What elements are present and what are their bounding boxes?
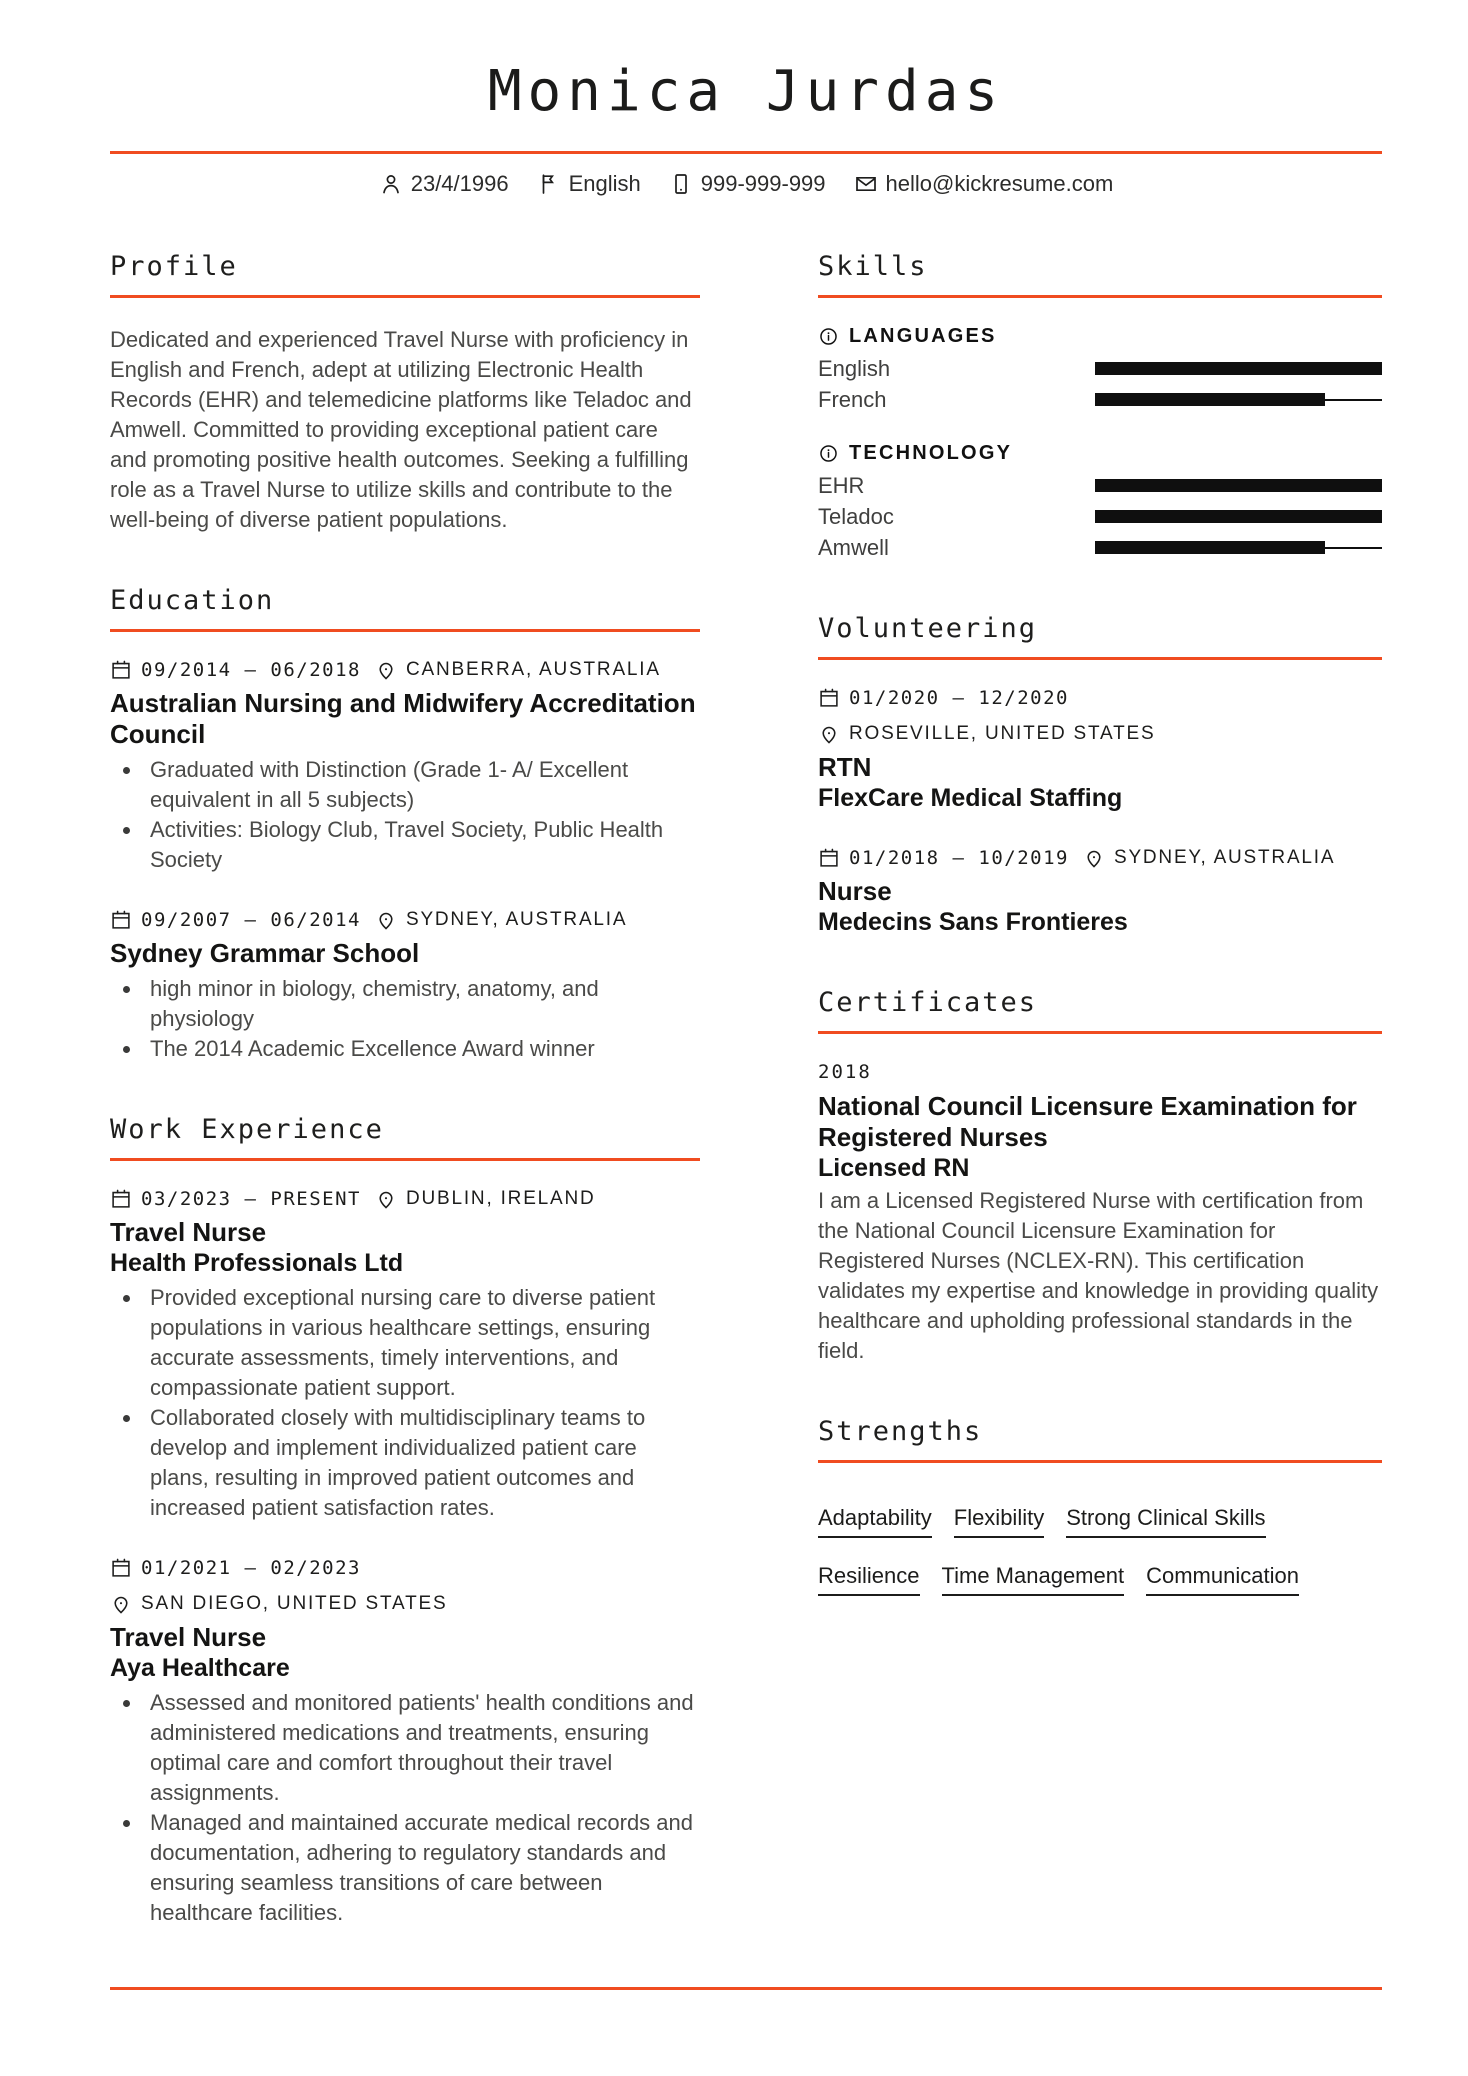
entry-dates: 09/2007 – 06/2014: [141, 909, 361, 932]
skill-group-header: [818, 442, 1382, 465]
calendar-icon: [818, 687, 840, 709]
skill-row: [818, 532, 1382, 563]
calendar-icon: [110, 909, 132, 931]
contact-item-text: English: [568, 171, 641, 197]
location-pin-icon: [375, 659, 397, 681]
skill-name: English: [818, 355, 891, 381]
skill-level-bar: [1095, 510, 1382, 523]
skill-row: [818, 470, 1382, 501]
skill-bar-fill: [1095, 510, 1382, 523]
entry-subtitle: FlexCare Medical Staffing: [818, 784, 1123, 813]
entry-dates-group: [110, 909, 361, 931]
entry-bullet: • Provided exceptional nursing care to diverse patient populations in various healthcare settings, ensuring accurate assessments, timely interventions, and compassionate patient support.: [143, 1283, 700, 1403]
skill-name: Teladoc: [818, 503, 894, 529]
skill-bar-fill: [1095, 541, 1325, 554]
entry-bullet: • Assessed and monitored patients' health conditions and administered medications and treatments, ensuring optimal care and comfort throughout their travel assignments.: [143, 1688, 700, 1808]
entry-dates-group: [818, 687, 1069, 709]
strength-tags: [818, 1505, 1382, 1596]
strength-tag: Time Management: [942, 1563, 1125, 1596]
work-entries: [110, 1188, 700, 1928]
entry-bullet: • Graduated with Distinction (Grade 1- A/ Excellent equivalent in all 5 subjects): [143, 755, 700, 815]
phone-icon: [669, 172, 693, 196]
skill-name: EHR: [818, 472, 865, 498]
entry-bullet-list: [110, 755, 700, 875]
skills-section: [818, 251, 1382, 563]
entry-dates-group: [110, 1557, 361, 1579]
strength-tag-row: [818, 1563, 1382, 1596]
skill-row: [818, 384, 1382, 415]
section-heading-work-experience: Work Experience: [110, 1114, 700, 1161]
entry-title: National Council Licensure Examination for Registered Nurses: [818, 1091, 1357, 1153]
volunteering-entries: [818, 687, 1382, 937]
entry-subtitle: Health Professionals Ltd: [110, 1249, 404, 1278]
skill-group-label: LANGUAGES: [849, 325, 997, 348]
section-heading-education: Education: [110, 585, 700, 632]
entry-dates: 01/2018 – 10/2019: [849, 847, 1069, 870]
volunteering-section: [818, 613, 1382, 937]
skill-group-label: TECHNOLOGY: [849, 442, 1013, 465]
strengths-section: [818, 1416, 1382, 1596]
volunteering-entry: [818, 847, 1382, 937]
work-experience-section: [110, 1114, 700, 1928]
entry-title: Travel Nurse: [110, 1217, 267, 1248]
content-columns: [110, 251, 1382, 1978]
volunteering-entry: [818, 687, 1382, 813]
strength-tag: Adaptability: [818, 1505, 932, 1538]
location-pin-icon: [375, 1188, 397, 1210]
contact-item: [669, 171, 826, 197]
certificate-year: 2018: [818, 1061, 872, 1084]
entry-title: Australian Nursing and Midwifery Accreditation Council: [110, 688, 696, 750]
education-section: [110, 585, 700, 1064]
entry-bullet: • The 2014 Academic Excellence Award winner: [143, 1034, 700, 1064]
entry-dates-group: [110, 1188, 361, 1210]
skill-group: [818, 325, 1382, 415]
certificate-entry: [818, 1061, 1382, 1366]
entry-title: Sydney Grammar School: [110, 938, 420, 969]
entry-title: Travel Nurse: [110, 1622, 267, 1653]
entry-meta: [110, 659, 700, 681]
section-heading-skills: Skills: [818, 251, 1382, 298]
entry-dates: 01/2021 – 02/2023: [141, 1557, 361, 1580]
strength-tag-row: [818, 1505, 1382, 1538]
entry-bullet: • high minor in biology, chemistry, anatomy, and physiology: [143, 974, 700, 1034]
calendar-icon: [818, 847, 840, 869]
entry-meta: [818, 687, 1382, 745]
strength-tag: Communication: [1146, 1563, 1299, 1596]
entry-bullet: • Managed and maintained accurate medical records and documentation, adhering to regulatory standards and ensuring seamless transitions of care between healthcare facilities.: [143, 1808, 700, 1928]
contact-item-text: 23/4/1996: [410, 171, 509, 197]
entry-location-group: [110, 1593, 447, 1615]
profile-text: Dedicated and experienced Travel Nurse with proficiency in English and French, adept at utilizing Electronic Health Records (EHR) and telemedicine platforms like Teladoc and Amwell. Committed to providing exceptional patient care and promoting positive health outcomes. Seeking a fulfilling role as a Travel Nurse to utilize skills and contribute to the well-being of diverse patient populations.: [110, 327, 692, 533]
skill-groups: [818, 325, 1382, 563]
contact-item-text: 999-999-999: [700, 171, 826, 197]
entry-location: SAN DIEGO, UNITED STATES: [141, 1593, 448, 1615]
entry-subtitle: Aya Healthcare: [110, 1654, 290, 1683]
section-heading-strengths: Strengths: [818, 1416, 1382, 1463]
skill-level-bar: [1095, 479, 1382, 492]
location-pin-icon: [375, 909, 397, 931]
strength-tag: Flexibility: [954, 1505, 1044, 1538]
education-entries: [110, 659, 700, 1064]
entry-meta: [110, 909, 700, 931]
entry-dates-group: [110, 659, 361, 681]
info-icon: [818, 326, 839, 347]
work-entry: [110, 1188, 700, 1523]
entry-dates: 09/2014 – 06/2018: [141, 659, 361, 682]
skill-row: [818, 501, 1382, 532]
skill-row: [818, 353, 1382, 384]
entry-location-group: [375, 1188, 596, 1210]
entry-meta: [110, 1188, 700, 1210]
section-heading-certificates: Certificates: [818, 987, 1382, 1034]
entry-title: RTN: [818, 752, 872, 783]
flag-icon: [537, 172, 561, 196]
entry-dates: 03/2023 – PRESENT: [141, 1188, 361, 1211]
contact-item: [537, 171, 641, 197]
skill-level-bar: [1095, 362, 1382, 375]
strength-tag: Strong Clinical Skills: [1066, 1505, 1265, 1538]
skill-level-bar: [1095, 541, 1382, 554]
work-entry: [110, 1557, 700, 1928]
skill-bar-fill: [1095, 362, 1382, 375]
entry-location: DUBLIN, IRELAND: [405, 1188, 596, 1210]
entry-location-group: [818, 723, 1155, 745]
entry-dates-group: [818, 847, 1069, 869]
entry-bullet: • Activities: Biology Club, Travel Society, Public Health Society: [143, 815, 700, 875]
skill-name: French: [818, 386, 887, 412]
entry-bullet-list: [110, 1283, 700, 1523]
entry-title: Nurse: [818, 876, 892, 907]
entry-meta: [818, 847, 1382, 869]
location-pin-icon: [110, 1593, 132, 1615]
entry-location: SYDNEY, AUSTRALIA: [1113, 847, 1336, 869]
footer-divider: [110, 1987, 1382, 1990]
contact-item-text: hello@kickresume.com: [885, 171, 1114, 197]
entry-dates: 01/2020 – 12/2020: [849, 687, 1069, 710]
profile-section: [110, 251, 700, 535]
contact-item: [854, 171, 1114, 197]
entry-bullet-list: [110, 974, 700, 1064]
entry-subtitle: Licensed RN: [818, 1154, 970, 1183]
entry-location: SYDNEY, AUSTRALIA: [405, 909, 628, 931]
certificates-section: [818, 987, 1382, 1366]
entry-location-group: [375, 659, 661, 681]
entry-location: CANBERRA, AUSTRALIA: [405, 659, 661, 681]
entry-location-group: [1083, 847, 1335, 869]
calendar-icon: [110, 659, 132, 681]
left-column: [110, 251, 700, 1978]
location-pin-icon: [1083, 847, 1105, 869]
skill-group-header: [818, 325, 1382, 348]
education-entry: [110, 909, 700, 1064]
info-icon: [818, 443, 839, 464]
skill-bar-fill: [1095, 479, 1382, 492]
contact-item: [379, 171, 509, 197]
entry-description: I am a Licensed Registered Nurse with certification from the National Council Licensure Examination for Registered Nurses (NCLEX-RN). This certification validates my expertise and knowledge in providing quality healthcare and upholding professional standards in the field.: [818, 1188, 1379, 1364]
person-icon: [379, 172, 403, 196]
envelope-icon: [854, 172, 878, 196]
skill-level-bar: [1095, 393, 1382, 406]
entry-bullet: • Collaborated closely with multidisciplinary teams to develop and implement individualized patient care plans, resulting in improved patient outcomes and increased patient satisfaction rates.: [143, 1403, 700, 1523]
entry-bullet-list: [110, 1688, 700, 1928]
candidate-name: Monica Jurdas: [487, 59, 1005, 124]
calendar-icon: [110, 1557, 132, 1579]
entry-location: ROSEVILLE, UNITED STATES: [849, 723, 1156, 745]
entry-location-group: [375, 909, 627, 931]
right-column: [818, 251, 1382, 1978]
entry-meta: [110, 1557, 700, 1615]
entry-subtitle: Medecins Sans Frontieres: [818, 908, 1128, 937]
skill-name: Amwell: [818, 534, 889, 560]
header-divider: [110, 151, 1382, 154]
calendar-icon: [110, 1188, 132, 1210]
location-pin-icon: [818, 723, 840, 745]
education-entry: [110, 659, 700, 875]
contact-row: [110, 171, 1382, 197]
section-heading-volunteering: Volunteering: [818, 613, 1382, 660]
section-heading-profile: Profile: [110, 251, 700, 298]
skill-group: [818, 442, 1382, 563]
strength-tag: Resilience: [818, 1563, 920, 1596]
skill-bar-fill: [1095, 393, 1325, 406]
certificate-entries: [818, 1061, 1382, 1366]
